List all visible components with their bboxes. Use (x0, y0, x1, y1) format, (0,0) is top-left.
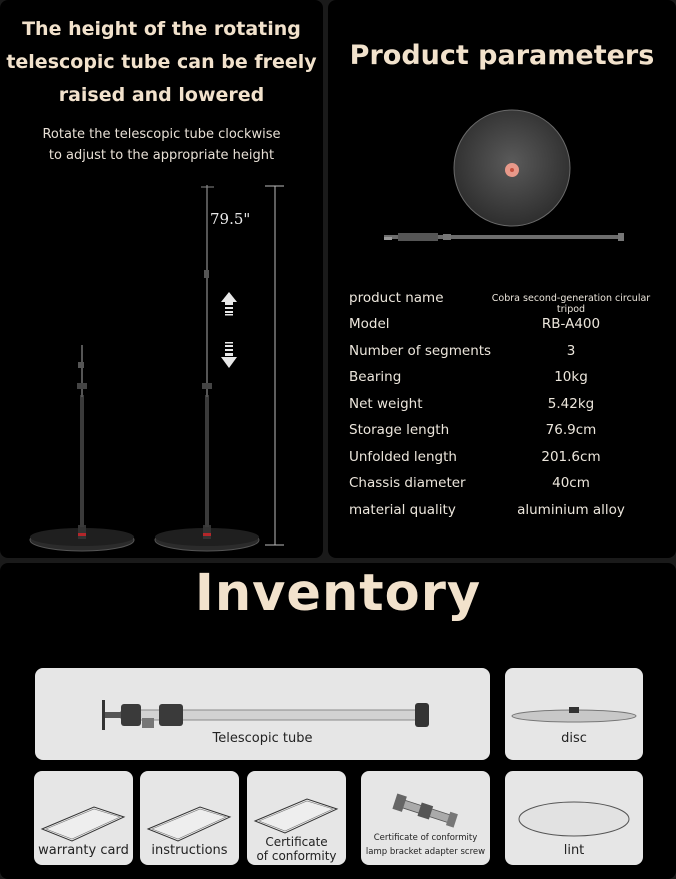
param-value: 76.9cm (545, 422, 597, 438)
product-top-view-image (328, 0, 676, 270)
lint-label: lint (563, 843, 585, 858)
height-dimension-line (265, 186, 284, 545)
param-value: 40cm (552, 475, 590, 491)
param-key: Number of segments (349, 343, 492, 359)
adapter-screw-image (361, 787, 490, 837)
certificate-image (247, 785, 346, 835)
height-subtext-line-2: to adjust to the appropriate height (48, 148, 275, 163)
param-row (328, 422, 676, 448)
warranty-card-label: warranty card (38, 843, 129, 858)
product-parameters-panel (328, 0, 676, 558)
height-heading-line-3: raised and lowered (58, 84, 265, 106)
inventory-item-lint (505, 771, 643, 865)
height-adjust-panel (0, 0, 323, 558)
param-row (328, 449, 676, 475)
inventory-item-certificate (247, 771, 346, 865)
warranty-card-image (34, 789, 133, 849)
inventory-title: Inventory (194, 564, 482, 623)
certificate-label-line-2: of conformity (256, 849, 337, 863)
tall-tripod-image (155, 185, 259, 551)
height-value-label: 79.5" (210, 210, 251, 228)
param-key: Unfolded length (349, 449, 457, 465)
param-key: Net weight (349, 396, 423, 412)
height-heading-line-1: The height of the rotating (22, 18, 301, 40)
adapter-label-line-1: Certificate of conformity (373, 833, 478, 843)
parameters-title: Product parameters (349, 40, 655, 71)
inventory-panel (0, 563, 676, 879)
param-value: 5.42kg (547, 396, 595, 412)
inventory-item-disc (505, 668, 643, 760)
param-key: Model (349, 316, 390, 332)
param-key: product name (349, 290, 444, 306)
param-row (328, 290, 676, 316)
param-row (328, 369, 676, 395)
instructions-image (140, 789, 239, 849)
certificate-label-line-1: Certificate (265, 835, 328, 849)
inventory-item-adapter-screw (361, 771, 490, 865)
param-row (328, 475, 676, 501)
tripod-illustration (0, 0, 323, 558)
param-value: RB-A400 (541, 316, 601, 332)
param-value: 3 (566, 343, 576, 359)
param-key: Bearing (349, 369, 402, 385)
param-key: Chassis diameter (349, 475, 466, 491)
param-key: material quality (349, 502, 456, 518)
down-arrow-icon (221, 342, 237, 368)
height-heading-line-2: telescopic tube can be freely (6, 51, 317, 73)
height-subtext-line-1: Rotate the telescopic tube clockwise (42, 127, 281, 142)
param-row (328, 343, 676, 369)
param-key: Storage length (349, 422, 450, 438)
param-value: 10kg (554, 369, 588, 385)
telescopic-tube-label: Telescopic tube (212, 731, 313, 746)
param-row (328, 316, 676, 342)
param-value: aluminium alloy (517, 502, 625, 518)
lint-image (505, 791, 643, 841)
short-tripod-image (30, 345, 134, 551)
param-row (328, 502, 676, 528)
adapter-label-line-2: lamp bracket adapter screw (365, 847, 486, 857)
inventory-item-telescopic-tube (35, 668, 490, 760)
inventory-item-instructions (140, 771, 239, 865)
disc-label: disc (561, 731, 587, 746)
param-row (328, 396, 676, 422)
param-value: 201.6cm (541, 449, 601, 465)
param-value: Cobra second-generation circular tripod (491, 293, 651, 315)
instructions-label: instructions (151, 843, 228, 858)
inventory-item-warranty-card (34, 771, 133, 865)
up-arrow-icon (221, 292, 237, 316)
